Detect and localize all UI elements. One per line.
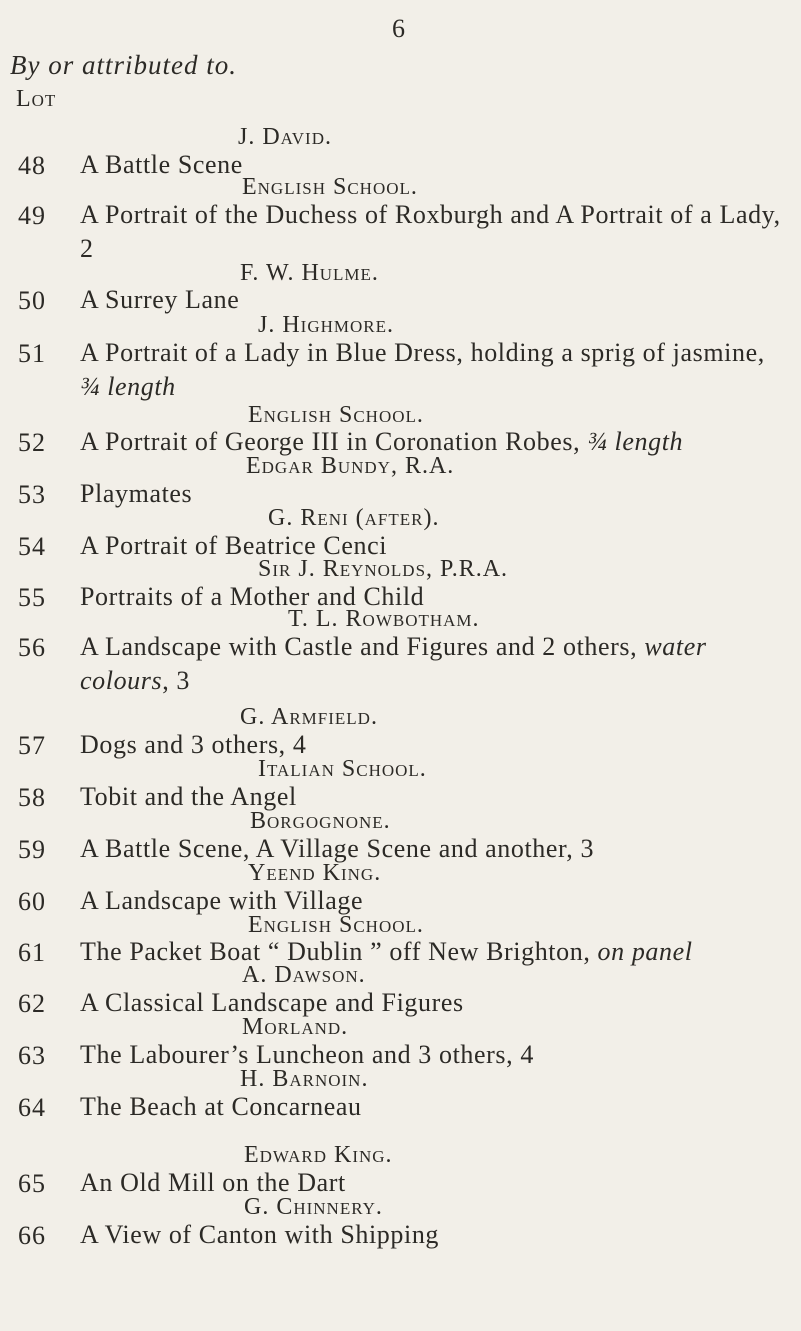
lot-number: 48 [18, 151, 46, 180]
lot-title: A Battle Scene [80, 150, 243, 179]
lot-number: 50 [18, 286, 46, 315]
lot-title: A Battle Scene, A Village Scene and another, 3 [80, 834, 595, 863]
artist-name: G. Armfield. [240, 704, 378, 730]
lot-title: A Portrait of George III in Coronation Robes, ¾ length [80, 427, 684, 456]
artist-name: English School. [242, 174, 418, 200]
lot-number: 62 [18, 989, 46, 1018]
lot-title: A Surrey Lane [80, 285, 240, 314]
artist-name: Borgognone. [250, 808, 391, 834]
artist-name: F. W. Hulme. [240, 260, 379, 286]
artist-name: J. David. [238, 124, 332, 150]
artist-name: G. Chinnery. [244, 1194, 383, 1220]
artist-name: Edgar Bundy, R.A. [246, 453, 455, 479]
artist-name: G. Reni (after). [268, 505, 440, 531]
lot-title: A Landscape with Village [80, 886, 364, 915]
page-number: 6 [392, 14, 405, 43]
artist-name: J. Highmore. [258, 312, 395, 338]
lot-title: The Beach at Concarneau [80, 1092, 362, 1121]
lot-number: 65 [18, 1169, 46, 1198]
lot-number: 55 [18, 583, 46, 612]
lot-title: Portraits of a Mother and Child [80, 582, 425, 611]
lot-number: 66 [18, 1221, 46, 1250]
lot-number: 57 [18, 731, 46, 760]
lot-title: A Portrait of a Lady in Blue Dress, holding a sprig of jasmine, ¾ length [80, 338, 765, 401]
artist-name: T. L. Rowbotham. [288, 606, 480, 632]
lot-title: Playmates [80, 479, 193, 508]
lot-number: 64 [18, 1093, 46, 1122]
artist-name: Italian School. [258, 756, 427, 782]
lot-number: 52 [18, 428, 46, 457]
lot-number: 53 [18, 480, 46, 509]
lot-title: A Landscape with Castle and Figures and 2 others, water colours, 3 [80, 632, 707, 695]
lot-title: A View of Canton with Shipping [80, 1220, 440, 1249]
lot-number: 59 [18, 835, 46, 864]
lot-title: An Old Mill on the Dart [80, 1168, 346, 1197]
lot-title: A Portrait of the Duchess of Roxburgh and A Portrait of a Lady, 2 [80, 200, 781, 263]
artist-name: Yeend King. [248, 860, 382, 886]
lot-number: 63 [18, 1041, 46, 1070]
artist-name: Morland. [242, 1014, 349, 1040]
lot-number: 49 [18, 201, 46, 230]
artist-name: English School. [248, 912, 424, 938]
lot-title: Tobit and the Angel [80, 782, 297, 811]
artist-name: Edward King. [244, 1142, 393, 1168]
lot-column-label: Lot [16, 86, 57, 112]
artist-name: English School. [248, 402, 424, 428]
lot-number: 56 [18, 633, 46, 662]
lot-title: Dogs and 3 others, 4 [80, 730, 307, 759]
lot-title: A Portrait of Beatrice Cenci [80, 531, 388, 560]
page-header: By or attributed to. [10, 50, 237, 80]
artist-name: Sir J. Reynolds, P.R.A. [258, 556, 509, 582]
lot-number: 60 [18, 887, 46, 916]
lot-number: 51 [18, 339, 46, 368]
artist-name: A. Dawson. [242, 962, 366, 988]
lot-number: 61 [18, 938, 46, 967]
lot-number: 54 [18, 532, 46, 561]
lot-title: The Packet Boat “ Dublin ” off New Brighton, on panel [80, 937, 693, 966]
lot-title: A Classical Landscape and Figures [80, 988, 464, 1017]
artist-name: H. Barnoin. [240, 1066, 369, 1092]
lot-number: 58 [18, 783, 46, 812]
lot-title: The Labourer’s Luncheon and 3 others, 4 [80, 1040, 534, 1069]
